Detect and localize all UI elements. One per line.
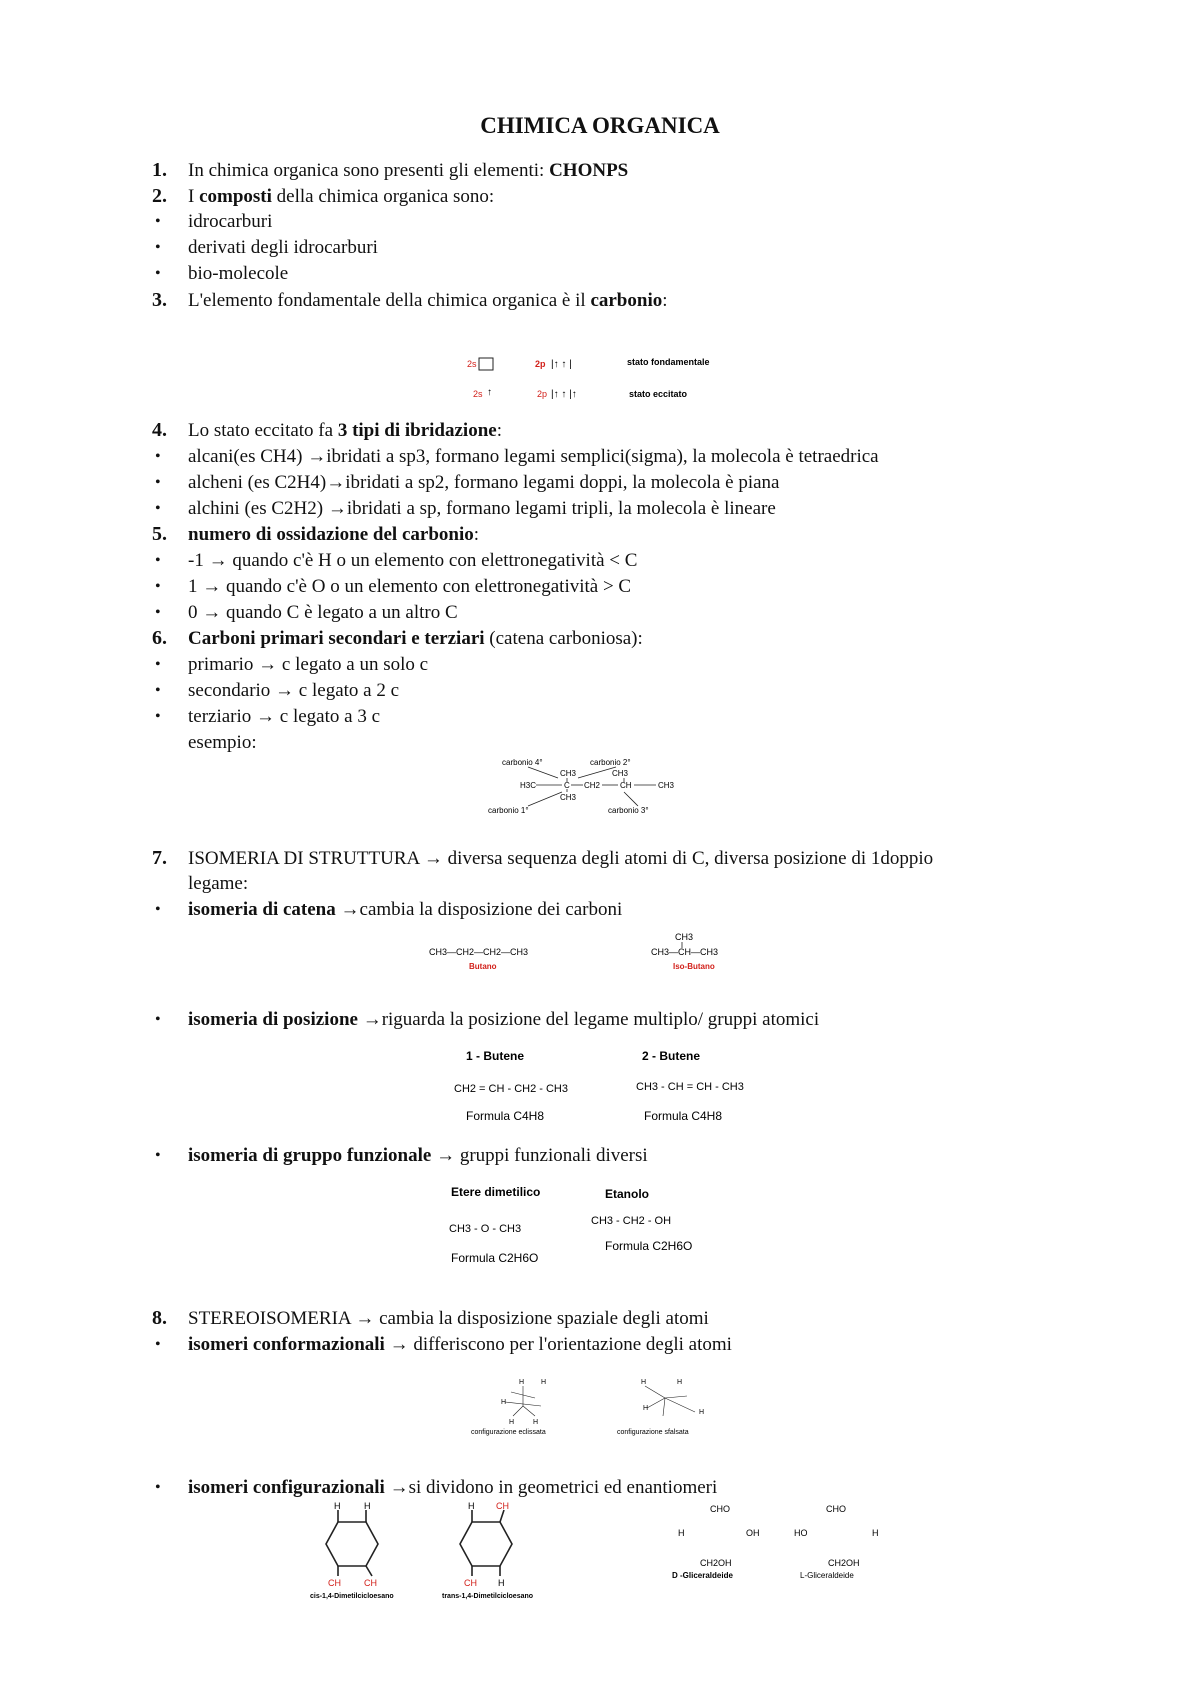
bullet: • [155,552,161,569]
item-4-text [188,419,502,443]
list-item-bold: isomeria di catena [188,899,336,920]
fig-atom: H [541,1379,547,1386]
fig-atom: H [699,1409,705,1416]
fig-label: CH2OH [828,1558,860,1568]
bullet: • [155,265,161,282]
fig-label: CHO [826,1504,846,1514]
bullet: • [155,500,161,517]
fig-label: Formula C4H8 [466,1109,545,1123]
fig-atom: H [364,1501,371,1511]
list-item: alchini (es C2H2) →ibridati a sp, formano legami tripli, la molecola è lineare [188,498,776,519]
item-number-8: 8. [152,1307,167,1329]
list-item [188,898,622,922]
fig-label: C [564,781,570,790]
list-item: bio-molecole [188,263,289,284]
list-item [188,1008,819,1032]
item-3-text [188,289,668,313]
item-4-pre: Lo stato eccitato fa [188,420,338,441]
item-2-bold: composti [199,186,272,207]
fig-label: 2p [535,359,546,369]
list-item-bold: isomeri configurazionali [188,1477,385,1498]
fig-label: H [678,1528,685,1538]
fig-label: cis-1,4-Dimetilcicloesano [310,1593,394,1600]
bullet: • [155,901,161,918]
fig-label: carbonio 1° [488,806,529,815]
fig-label: 2s [473,389,483,399]
item-number-5: 5. [152,523,167,545]
fig-label: Etanolo [605,1187,649,1201]
item-5-post: : [473,524,480,545]
bullet: • [155,239,161,256]
fig-label: carbonio 4° [502,758,543,767]
position-isomerism-figure [450,1046,790,1126]
item-2-pre: I [188,186,200,207]
fig-orbitals: |↑ ↑ |↑ [551,389,577,400]
item-number-2: 2. [152,185,167,207]
fig-label: CH3 - CH2 - OH [591,1215,672,1227]
fig-label: H3C [520,781,537,790]
list-item: secondario → c legato a 2 c [188,680,400,701]
example-label: esempio: [188,732,257,753]
bullet: • [155,578,161,595]
bullet: • [155,682,161,699]
item-8-text: STEREOISOMERIA → cambia la disposizione spaziale degli atomi [188,1308,709,1329]
fig-orbitals: ↑ [487,387,492,398]
fig-atom: H [519,1379,525,1386]
list-item: 1 → quando c'è O o un elemento con elettronegatività > C [188,576,632,597]
fig-atom: CH [328,1578,341,1588]
item-5-bold: numero di ossidazione del carbonio [188,524,474,545]
bullet: • [155,448,161,465]
item-number-3: 3. [152,289,167,311]
fig-atom: CH [464,1578,477,1588]
item-4-bold: 3 tipi di ibridazione [337,420,497,441]
fig-label: CH3 - O - CH3 [449,1223,522,1235]
fig-label: HO [794,1528,808,1538]
fig-label: CH3 [560,793,577,802]
fig-label: CH2OH [700,1558,732,1568]
page-title: CHIMICA ORGANICA [480,113,720,138]
functional-group-isomerism-figure [445,1182,745,1268]
fig-atom: H [677,1379,683,1386]
fig-atom: H [641,1379,647,1386]
list-item-body: → gruppi funzionali diversi [431,1145,648,1166]
list-item: alcani(es CH4) →ibridati a sp3, formano legami semplici(sigma), la molecola è tetraedrica [188,446,879,467]
item-7-text-line2: legame: [188,873,249,894]
fig-atom: H [509,1419,515,1426]
bullet: • [155,1336,161,1353]
list-item: derivati degli idrocarburi [188,237,378,258]
fig-label: 1 - Butene [466,1049,525,1063]
item-4-post: : [496,420,502,441]
item-6-text [188,627,643,651]
fig-atom: H [501,1399,507,1406]
fig-label: CH3—CH2—CH2—CH3 [429,947,529,957]
bullet: • [155,1479,161,1496]
fig-label: stato fondamentale [627,357,710,367]
fig-label: carbonio 3° [608,806,649,815]
fig-label: Formula C4H8 [644,1109,723,1123]
chain-isomerism-figure [425,930,755,976]
item-2-text [188,185,494,209]
item-3-bold: carbonio [590,290,663,311]
list-item: primario → c legato a un solo c [188,654,429,675]
fig-orbitals: |↑ ↑ | [551,359,572,370]
fig-label: CH3 - CH = CH - CH3 [636,1081,744,1093]
conformational-isomers-figure [465,1372,745,1436]
list-item-bold: isomeri conformazionali [188,1334,385,1355]
fig-label: configurazione sfalsata [617,1429,689,1436]
fig-label: CH3 [675,932,694,942]
fig-label: CH2 = CH - CH2 - CH3 [454,1083,568,1095]
item-7-text-line1: ISOMERIA DI STRUTTURA → diversa sequenza degli atomi di C, diversa posizione di 1doppio [188,848,934,869]
bullet: • [155,213,161,230]
bullet: • [155,656,161,673]
fig-label: 2p [537,389,548,399]
fig-label: L-Gliceraldeide [800,1571,854,1580]
fig-atom: H [643,1405,649,1412]
bullet: • [155,474,161,491]
list-item-body: →cambia la disposizione dei carboni [335,899,623,920]
item-number-1: 1. [152,159,167,181]
fig-label: Iso-Butano [673,962,715,971]
item-number-6: 6. [152,627,167,649]
fig-label: CHO [710,1504,730,1514]
item-6-post: (catena carboniosa): [484,628,643,649]
fig-label: H [872,1528,879,1538]
bullet: • [155,1011,161,1028]
fig-label: Etere dimetilico [451,1185,541,1199]
fig-label: CH3—CH—CH3 [651,947,719,957]
item-number-4: 4. [152,419,167,441]
list-item-bold: isomeria di gruppo funzionale [188,1145,432,1166]
bullet: • [155,708,161,725]
fig-label: trans-1,4-Dimetilcicloesano [442,1593,534,1600]
list-item-bold: isomeria di posizione [188,1009,358,1030]
item-1-text [188,159,628,183]
list-item [188,1144,648,1168]
fig-label: 2s [467,359,477,369]
fig-label: Formula C2H6O [451,1251,539,1265]
carbon-chain-figure [488,756,698,816]
list-item: idrocarburi [188,211,273,232]
list-item: alcheni (es C2H4)→ibridati a sp2, formano legami doppi, la molecola è piana [188,472,780,493]
configurational-isomers-figure [300,1500,900,1600]
list-item [188,1476,717,1500]
item-2-post: della chimica organica sono: [271,186,495,207]
item-1-body: In chimica organica sono presenti gli elementi: [188,160,550,181]
fig-atom: CH [364,1578,377,1588]
item-3-pre: L'elemento fondamentale della chimica organica è il [188,290,591,311]
item-5-text [188,523,479,547]
fig-label: Butano [469,962,497,971]
fig-label: Formula C2H6O [605,1239,693,1253]
fig-label: CH2 [584,781,601,790]
fig-label: CH3 [560,769,577,778]
item-1-bold: CHONPS [549,160,629,181]
item-6-bold: Carboni primari secondari e terziari [188,628,485,649]
fig-atom: H [468,1501,475,1511]
fig-label: CH3 [658,781,675,790]
fig-atom: H [533,1419,539,1426]
fig-label: stato eccitato [629,389,688,399]
list-item-body: → differiscono per l'orientazione degli atomi [384,1334,732,1355]
fig-label: CH3 [612,769,629,778]
fig-label: 2 - Butene [642,1049,701,1063]
bullet: • [155,1147,161,1164]
item-3-post: : [662,290,668,311]
fig-atom: H [334,1501,341,1511]
fig-atom: CH [496,1501,509,1511]
bullet: • [155,604,161,621]
list-item-body: →riguarda la posizione del legame multiplo/ gruppi atomici [357,1009,820,1030]
fig-atom: H [498,1578,505,1588]
fig-label: carbonio 2° [590,758,631,767]
list-item: 0 → quando C è legato a un altro C [188,602,458,623]
fig-label: D -Gliceraldeide [672,1571,733,1580]
fig-label: CH [620,781,632,790]
list-item: terziario → c legato a 3 c [188,706,381,727]
list-item-body: →si dividono in geometrici ed enantiomeri [384,1477,718,1498]
electron-configuration-figure [465,352,745,404]
list-item: -1 → quando c'è H o un elemento con elettronegatività < C [188,550,638,571]
fig-label: configurazione eclissata [471,1429,546,1436]
fig-label: OH [746,1528,760,1538]
item-number-7: 7. [152,847,167,869]
list-item [188,1333,732,1357]
